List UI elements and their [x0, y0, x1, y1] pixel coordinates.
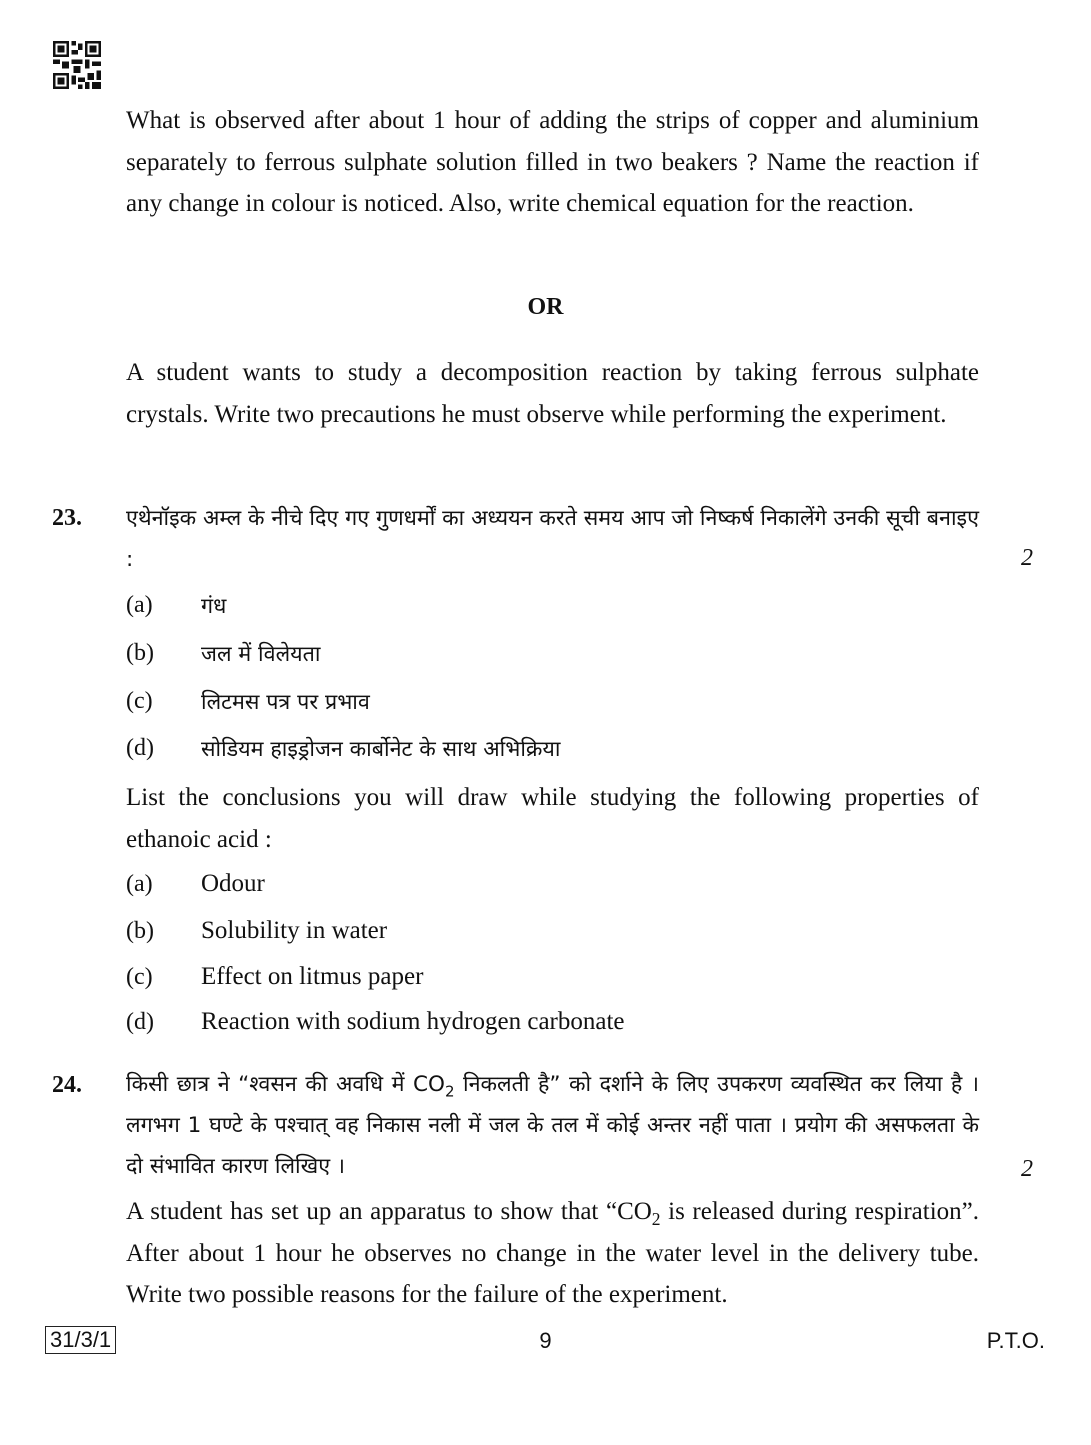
option-text: Effect on litmus paper [201, 963, 424, 990]
option-label: (a) [126, 591, 153, 618]
option-label: (b) [126, 917, 154, 944]
q23-hindi-text: एथेनॉइक अम्ल के नीचे दिए गए गुणधर्मों का अध्ययन करते समय आप जो निष्कर्ष निकालेंगे उनकी सूची बनाइए : [126, 506, 979, 572]
q23-english-text: List the conclusions you will draw while studying the following properties of ethanoic acid : [126, 784, 979, 853]
q24-hindi-part2: निकलती है” को दर्शाने के लिए उपकरण व्यवस्थित कर लिया है । लगभग 1 घण्टे के पश्चात् वह निकास नली में जल के तल में कोई अन्तर नहीं पाता । प्रयोग की असफलता के दो संभावित कारण लिखिए । [126, 1072, 979, 1179]
q23-hindi-option-a [126, 588, 226, 622]
q23-english-option-d [126, 1005, 625, 1039]
question-number-23: 23. [52, 505, 82, 531]
q24-hindi-text [126, 1064, 979, 1187]
option-label: (b) [126, 639, 154, 666]
option-text: Reaction with sodium hydrogen carbonate [201, 1008, 625, 1035]
q24-hindi-part1: किसी छात्र ने “श्वसन की अवधि में CO [126, 1072, 445, 1097]
q23-english-option-b [126, 914, 387, 948]
q24-marks: 2 [1021, 1156, 1033, 1182]
q23-english-option-c [126, 960, 423, 994]
q23-hindi-option-d [126, 731, 560, 765]
q24-english-subscript: 2 [651, 1209, 661, 1229]
option-label: (c) [126, 963, 153, 990]
page-number: 9 [539, 1328, 552, 1353]
option-text: Solubility in water [201, 917, 388, 944]
option-text: लिटमस पत्र पर प्रभाव [201, 689, 370, 715]
or-separator: OR [527, 294, 564, 320]
q23-marks: 2 [1021, 545, 1033, 571]
question-number-24: 24. [52, 1072, 82, 1098]
q23-hindi-option-b [126, 636, 320, 670]
q23-hindi-option-c [126, 684, 370, 718]
q24-hindi-subscript: 2 [444, 1082, 455, 1101]
q24-english-part2: is released during respiration”. After about 1 hour he observes no change in the water level in the delivery tube. Write two possible reasons for the failure of the experiment. [126, 1198, 979, 1308]
option-text: Odour [201, 870, 265, 897]
q22-continuation-text: What is observed after about 1 hour of adding the strips of copper and aluminium separately to ferrous sulphate solution filled in two beakers ? Name the reaction if any change in colour is noticed. Also, write chemical equation for the reaction. [126, 107, 979, 217]
q23-english-option-a [126, 867, 265, 901]
please-turn-over: P.T.O. [986, 1328, 1045, 1353]
option-text: गंध [201, 593, 227, 619]
paper-code: 31/3/1 [45, 1326, 116, 1354]
q24-english-part1: A student has set up an apparatus to show that “CO [126, 1198, 652, 1225]
option-label: (c) [126, 687, 153, 714]
option-label: (d) [126, 1008, 154, 1035]
option-label: (d) [126, 734, 154, 761]
qr-code-icon [53, 41, 101, 89]
option-text: जल में विलेयता [201, 641, 321, 667]
q22-alternative-text: A student wants to study a decomposition reaction by taking ferrous sulphate crystals. Write two precautions he must observe while performing the experiment. [126, 359, 979, 428]
option-text: सोडियम हाइड्रोजन कार्बोनेट के साथ अभिक्रिया [201, 736, 561, 762]
q24-english-text [126, 1191, 979, 1316]
option-label: (a) [126, 870, 153, 897]
